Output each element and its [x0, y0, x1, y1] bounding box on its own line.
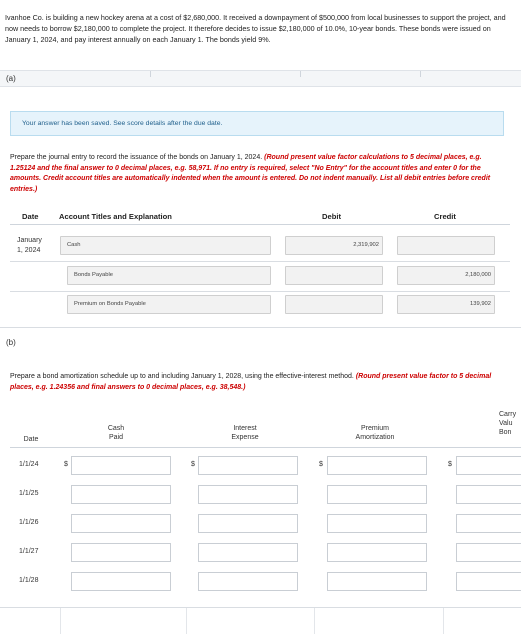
account-title-field-1[interactable]: Cash: [60, 236, 271, 255]
carrying-value-input-1[interactable]: [456, 456, 521, 475]
interest-expense-input-2[interactable]: [198, 485, 298, 504]
debit-field-2[interactable]: [285, 266, 383, 285]
schedule-header-carrying-value: Carry Valu Bon: [499, 411, 517, 436]
row-divider: [10, 261, 510, 262]
saved-notice: Your answer has been saved. See score details after the due date.: [10, 111, 504, 136]
credit-field-3[interactable]: 139,902: [397, 295, 495, 314]
interest-expense-input-4[interactable]: [198, 543, 298, 562]
cash-paid-input-1[interactable]: [71, 456, 171, 475]
cash-paid-input-4[interactable]: [71, 543, 171, 562]
schedule-header-interest-expense: Interest Expense: [231, 425, 259, 441]
schedule-instruction-text: Prepare a bond amortization schedule up to and including January 1, 2028, using the effective-interest method.: [10, 373, 354, 380]
cash-paid-input-3[interactable]: [71, 514, 171, 533]
entry-date-year: 1, 2024: [17, 247, 41, 254]
account-title-field-3[interactable]: Premium on Bonds Payable: [67, 295, 271, 314]
je-header-credit: Credit: [434, 212, 456, 221]
interest-expense-input-3[interactable]: [198, 514, 298, 533]
account-title-field-2[interactable]: Bonds Payable: [67, 266, 271, 285]
carrying-value-input-3[interactable]: [456, 514, 521, 533]
carrying-value-input-5[interactable]: [456, 572, 521, 591]
dollar-sign: $: [448, 461, 452, 468]
schedule-rounding-note: (Round present value factor to 5 decimal places, e.g. 1.24356 and final answers to 0 decimal places, e.g. 38,548.): [10, 373, 492, 391]
credit-field-2[interactable]: 2,180,000: [397, 266, 495, 285]
dollar-sign: $: [191, 461, 195, 468]
carrying-value-input-4[interactable]: [456, 543, 521, 562]
row-divider: [10, 291, 510, 292]
table-bottom-rule: [0, 607, 521, 633]
part-a-label: (a): [6, 74, 16, 83]
entry-date: [17, 236, 42, 256]
part-b-label: (b): [6, 338, 16, 347]
schedule-header-divider: [10, 447, 521, 448]
credit-field-1[interactable]: [397, 236, 495, 255]
schedule-header-date: Date: [23, 436, 39, 443]
debit-field-1[interactable]: 2,319,902: [285, 236, 383, 255]
schedule-date-1: 1/1/24: [19, 461, 39, 468]
je-header-debit: Debit: [322, 212, 341, 221]
part-a-header-bar: [0, 70, 521, 87]
schedule-date-3: 1/1/26: [19, 519, 39, 526]
premium-amortization-input-5[interactable]: [327, 572, 427, 591]
schedule-header-premium-amortization: Premium Amortization: [355, 425, 395, 441]
interest-expense-input-1[interactable]: [198, 456, 298, 475]
interest-expense-input-5[interactable]: [198, 572, 298, 591]
carrying-value-input-2[interactable]: [456, 485, 521, 504]
cash-paid-input-5[interactable]: [71, 572, 171, 591]
je-header-date: Date: [22, 212, 39, 221]
schedule-header-cash-paid: Cash Paid: [107, 425, 125, 441]
je-header-divider: [10, 224, 510, 225]
journal-entry-instruction: [10, 153, 505, 195]
premium-amortization-input-1[interactable]: [327, 456, 427, 475]
debit-field-3[interactable]: [285, 295, 383, 314]
premium-amortization-input-3[interactable]: [327, 514, 427, 533]
premium-amortization-input-2[interactable]: [327, 485, 427, 504]
dollar-sign: $: [319, 461, 323, 468]
section-divider: [0, 327, 521, 328]
instruction-text: Prepare the journal entry to record the issuance of the bonds on January 1, 2024.: [10, 154, 263, 161]
schedule-instruction: [10, 372, 505, 393]
problem-statement: Ivanhoe Co. is building a new hockey arena at a cost of $2,680,000. It received a downpayment of $500,000 from local businesses to support the project, and now needs to borrow $2,180,000 to complete the project. It therefore decides to issue $2,180,000 of 10.0%, 10-year bonds. These bonds were issued on January 1, 2024, and pay interest annually on each January 1. The bonds yield 9%.: [5, 13, 506, 44]
schedule-date-4: 1/1/27: [19, 548, 39, 555]
schedule-date-2: 1/1/25: [19, 490, 39, 497]
entry-date-month: January: [17, 237, 42, 244]
cash-paid-input-2[interactable]: [71, 485, 171, 504]
je-header-account: Account Titles and Explanation: [59, 212, 172, 221]
instruction-rounding-note: (Round present value factor calculations to 5 decimal places, e.g. 1.25124 and the final answer to 0 decimal places, e.g. 58,971. If no entry is required, select "No Entry" for the account titles and enter 0 for the amounts. Credit account titles are automatically indented when the amount is entered. Do not indent manually. List all debit entries before credit entries.): [10, 154, 491, 193]
schedule-date-5: 1/1/28: [19, 577, 39, 584]
premium-amortization-input-4[interactable]: [327, 543, 427, 562]
dollar-sign: $: [64, 461, 68, 468]
